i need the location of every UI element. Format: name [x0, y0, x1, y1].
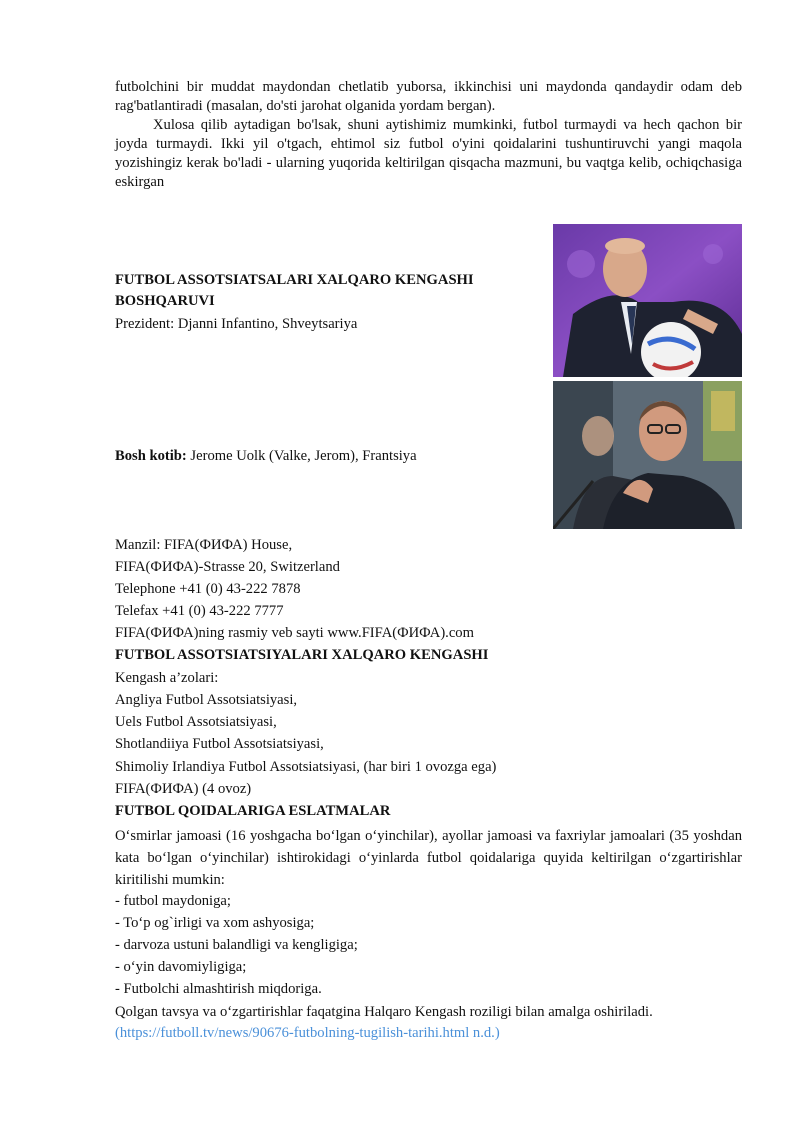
president-photo	[553, 224, 742, 377]
website-line: FIFA(ФИФА)ning rasmiy veb sayti www.FIFA(ФИФА).com	[115, 625, 474, 641]
telefax-line: Telefax +41 (0) 43-222 7777	[115, 603, 284, 619]
council-member: FIFA(ФИФА) (4 ovoz)	[115, 781, 252, 797]
rules-closing: Qolgan tavsya va o‘zgartirishlar faqatgina Halqaro Kengash roziligi bilan amalga oshiriladi.	[115, 1004, 653, 1020]
rules-item: - o‘yin davomiyligiga;	[115, 959, 247, 975]
rules-item: - Futbolchi almashtirish miqdoriga.	[115, 981, 322, 997]
intro-paragraph-2: Xulosa qilib aytadigan bo'lsak, shuni aytishimiz mumkinki, futbol turmaydi va hech qachon bir joyda turmaydi. Ikki yil o'tgach, ehtimol siz futbol o'yini qoidalarini tushuntiruvchi yangi maqola yozishingiz kerak bo'ladi - ularning yuqorida keltirilgan qisqacha mazmuni, bu vaqtga kelib, ochiqchasiga eskirgan	[115, 117, 742, 190]
council-member: Shimoliy Irlandiya Futbol Assotsiatsiyasi, (har biri 1 ovozga ega)	[115, 759, 497, 775]
address-line-2: FIFA(ФИФА)-Strasse 20, Switzerland	[115, 559, 340, 575]
rules-paragraph: O‘smirlar jamoasi (16 yoshgacha bo‘lgan o‘yinchilar), ayollar jamoasi va faxriylar jamoalari (35 yoshdan kata bo‘lgan o‘yinchilar) ishtirokidagi o‘yinlarda futbol qoidalariga quyida keltirilgan o‘zgartirishlar kiritilishi mumkin:	[115, 828, 742, 888]
rules-heading: FUTBOL QOIDALARIGA ESLATMALAR	[115, 803, 391, 819]
secretary-label: Bosh kotib:	[115, 448, 187, 464]
secretary-value: Jerome Uolk (Valke, Jerom), Frantsiya	[186, 448, 417, 464]
council-member: Uels Futbol Assotsiatsiyasi,	[115, 714, 277, 730]
council-member: Shotlandiiya Futbol Assotsiatsiyasi,	[115, 736, 324, 752]
address-line-1: Manzil: FIFA(ФИФА) House,	[115, 537, 293, 553]
board-heading-line2: BOSHQARUVI	[115, 293, 215, 309]
rules-item: - To‘p og`irligi va xom ashyosiga;	[115, 915, 315, 931]
secretary-line	[115, 446, 417, 466]
rules-item: - darvoza ustuni balandligi va kengligiga;	[115, 937, 358, 953]
rules-item: - futbol maydoniga;	[115, 893, 231, 909]
council-members-label: Kengash a’zolari:	[115, 670, 219, 686]
intro-paragraph-1: futbolchini bir muddat maydondan chetlatib yuborsa, ikkinchisi uni maydonda qandaydir odam deb rag'batlantiradi (masalan, do'sti jarohat olganida yordam bergan).	[115, 79, 742, 114]
telephone-line: Telephone +41 (0) 43-222 7878	[115, 581, 301, 597]
secretary-photo	[553, 381, 742, 529]
board-heading-line1: FUTBOL ASSOTSIATSALARI XALQARO KENGASHI	[115, 272, 474, 288]
president-line: Prezident: Djanni Infantino, Shveytsariya	[115, 316, 358, 332]
source-link[interactable]: (https://futboll.tv/news/90676-futbolning-tugilish-tarihi.html n.d.)	[115, 1025, 500, 1041]
council-heading: FUTBOL ASSOTSIATSIYALARI XALQARO KENGASHI	[115, 647, 489, 663]
council-member: Angliya Futbol Assotsiatsiyasi,	[115, 692, 298, 708]
